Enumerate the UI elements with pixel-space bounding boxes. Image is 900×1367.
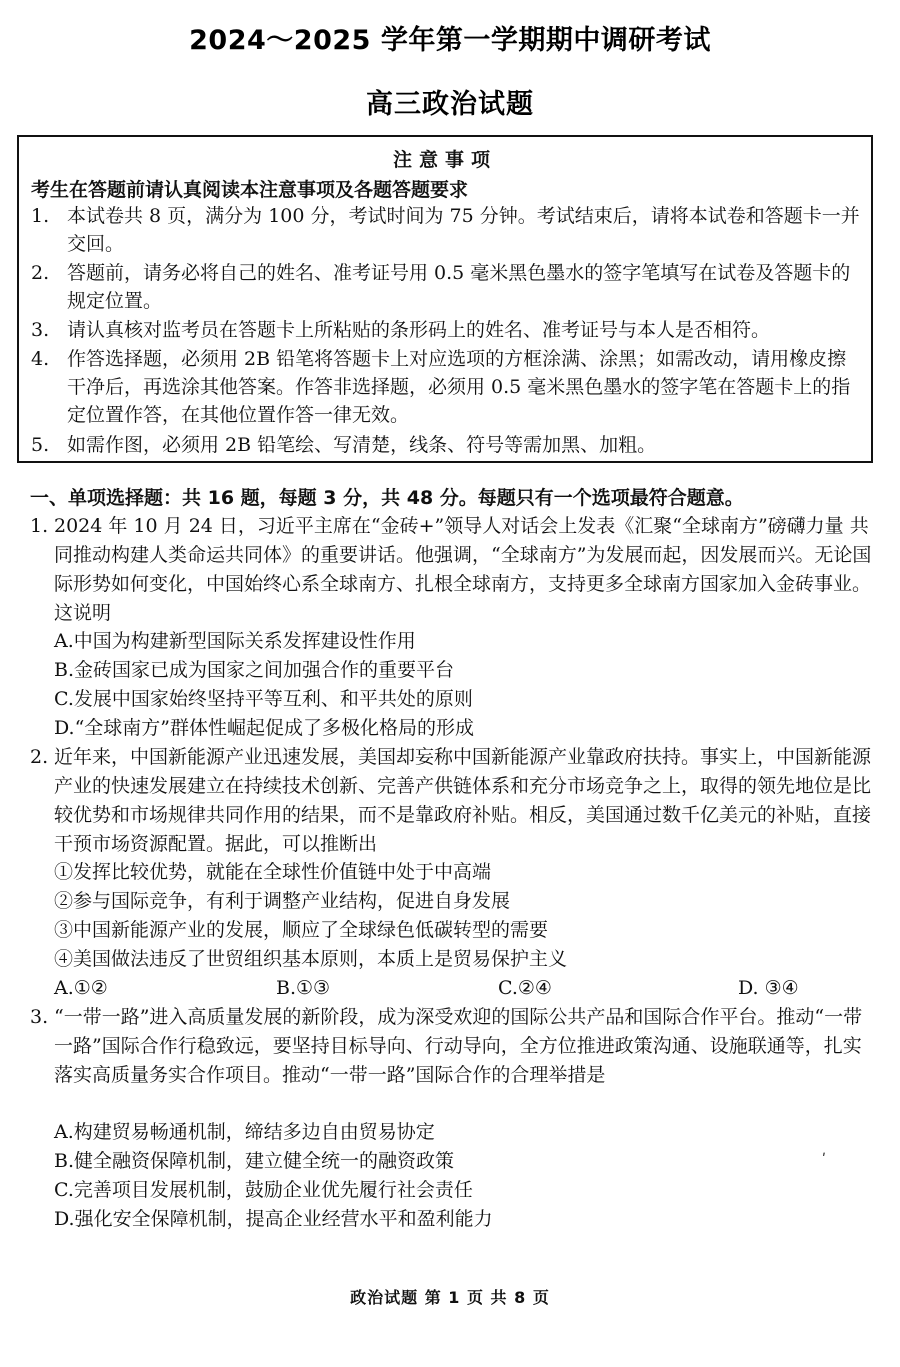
question-option: A.构建贸易畅通机制，缔结多边自由贸易协定: [54, 1121, 435, 1143]
question-statement: ②参与国际竞争，有利于调整产业结构，促进自身发展: [54, 890, 511, 912]
notice-heading: 注意事项: [392, 149, 497, 171]
question-number: 2.: [30, 746, 49, 768]
section-heading: 一、单项选择题：共 16 题，每题 3 分，共 48 分。每题只有一个选项最符合题意。: [30, 487, 744, 509]
subject-title: 高三政治试题: [366, 89, 534, 120]
question-option: B.①③: [276, 977, 331, 999]
pen-mark: ʹ: [822, 1152, 826, 1168]
question-statement: ①发挥比较优势，就能在全球性价值链中处于中高端: [54, 861, 492, 883]
notice-item: [31, 345, 863, 429]
question-option: B.金砖国家已成为国家之间加强合作的重要平台: [54, 659, 455, 681]
notice-item-text: 作答选择题，必须用 2B 铅笔将答题卡上对应选项的方框涂满、涂黑；如需改动，请用橡皮擦干净后，再选涂其他答案。作答非选择题，必须用 0.5 毫米黑色墨水的签字笔在答题卡上的指定位置作答，在其他位置作答一律无效。: [67, 348, 851, 426]
question-text: 2024 年 10 月 24 日，习近平主席在“金砖+”领导人对话会上发表《汇聚“全球南方”磅礴力量 共同推动构建人类命运共同体》的重要讲话。他强调，“全球南方”为发展而起，因发展而兴。无论国际形势如何变化，中国始终心系全球南方、扎根全球南方，支持更多全球南方国家加入金砖事业。这说明: [54, 515, 872, 624]
question-option: C.完善项目发展机制，鼓励企业优先履行社会责任: [54, 1179, 473, 1201]
question-text: “一带一路”进入高质量发展的新阶段，成为深受欢迎的国际公共产品和国际合作平台。推动“一带一路”国际合作行稳致远，要坚持目标导向、行动导向，全方位推进政策沟通、设施联通等，扎实落实高质量务实合作项目。推动“一带一路”国际合作的合理举措是: [54, 1006, 863, 1086]
question-option: C.②④: [498, 977, 552, 999]
notice-item-number: 5.: [31, 434, 50, 456]
notice-item: [31, 316, 863, 344]
notice-item-number: 4.: [31, 348, 50, 370]
notice-item-number: 1.: [31, 205, 50, 227]
exam-title: 2024～2025 学年第一学期期中调研考试: [189, 25, 711, 56]
question-option: A.中国为构建新型国际关系发挥建设性作用: [54, 630, 416, 652]
notice-item-number: 2.: [31, 262, 50, 284]
question-option: B.健全融资保障机制，建立健全统一的融资政策: [54, 1150, 455, 1172]
notice-item: [31, 259, 863, 315]
question-statement: ③中国新能源产业的发展，顺应了全球绿色低碳转型的需要: [54, 919, 549, 941]
notice-box: [17, 135, 873, 463]
question-text: 近年来，中国新能源产业迅速发展，美国却妄称中国新能源产业靠政府扶持。事实上，中国新能源产业的快速发展建立在持续技术创新、完善产供链体系和充分市场竞争之上，取得的领先地位是比较优势和市场规律共同作用的结果，而不是靠政府补贴。相反，美国通过数千亿美元的补贴，直接干预市场资源配置。据此，可以推断出: [54, 746, 872, 855]
question-number: 3.: [30, 1006, 49, 1028]
notice-item-number: 3.: [31, 319, 50, 341]
notice-item-text: 本试卷共 8 页，满分为 100 分，考试时间为 75 分钟。考试结束后，请将本试卷和答题卡一并交回。: [67, 205, 860, 255]
question-option: A.①②: [54, 977, 108, 999]
question-stem: [30, 1003, 875, 1090]
question-statement: ④美国做法违反了世贸组织基本原则，本质上是贸易保护主义: [54, 948, 568, 970]
notice-item-text: 请认真核对监考员在答题卡上所粘贴的条形码上的姓名、准考证号与本人是否相符。: [67, 319, 771, 341]
question-option: D.强化安全保障机制，提高企业经营水平和盈利能力: [54, 1208, 493, 1230]
question-option: D.“全球南方”群体性崛起促成了多极化格局的形成: [54, 717, 475, 739]
question-stem: [30, 512, 875, 628]
notice-item-text: 如需作图，必须用 2B 铅笔绘、写清楚，线条、符号等需加黑、加粗。: [67, 434, 657, 456]
notice-item: [31, 431, 863, 459]
question-number: 1.: [30, 515, 49, 537]
question-option: C.发展中国家始终坚持平等互利、和平共处的原则: [54, 688, 473, 710]
question-option: D. ③④: [738, 977, 799, 999]
notice-subheading: 考生在答题前请认真阅读本注意事项及各题答题要求: [31, 179, 469, 201]
notice-item-text: 答题前，请务必将自己的姓名、准考证号用 0.5 毫米黑色墨水的签字笔填写在试卷及答题卡的规定位置。: [67, 262, 851, 312]
notice-item: [31, 202, 863, 258]
page-footer: 政治试题 第 1 页 共 8 页: [350, 1288, 550, 1307]
question-stem: [30, 743, 875, 859]
